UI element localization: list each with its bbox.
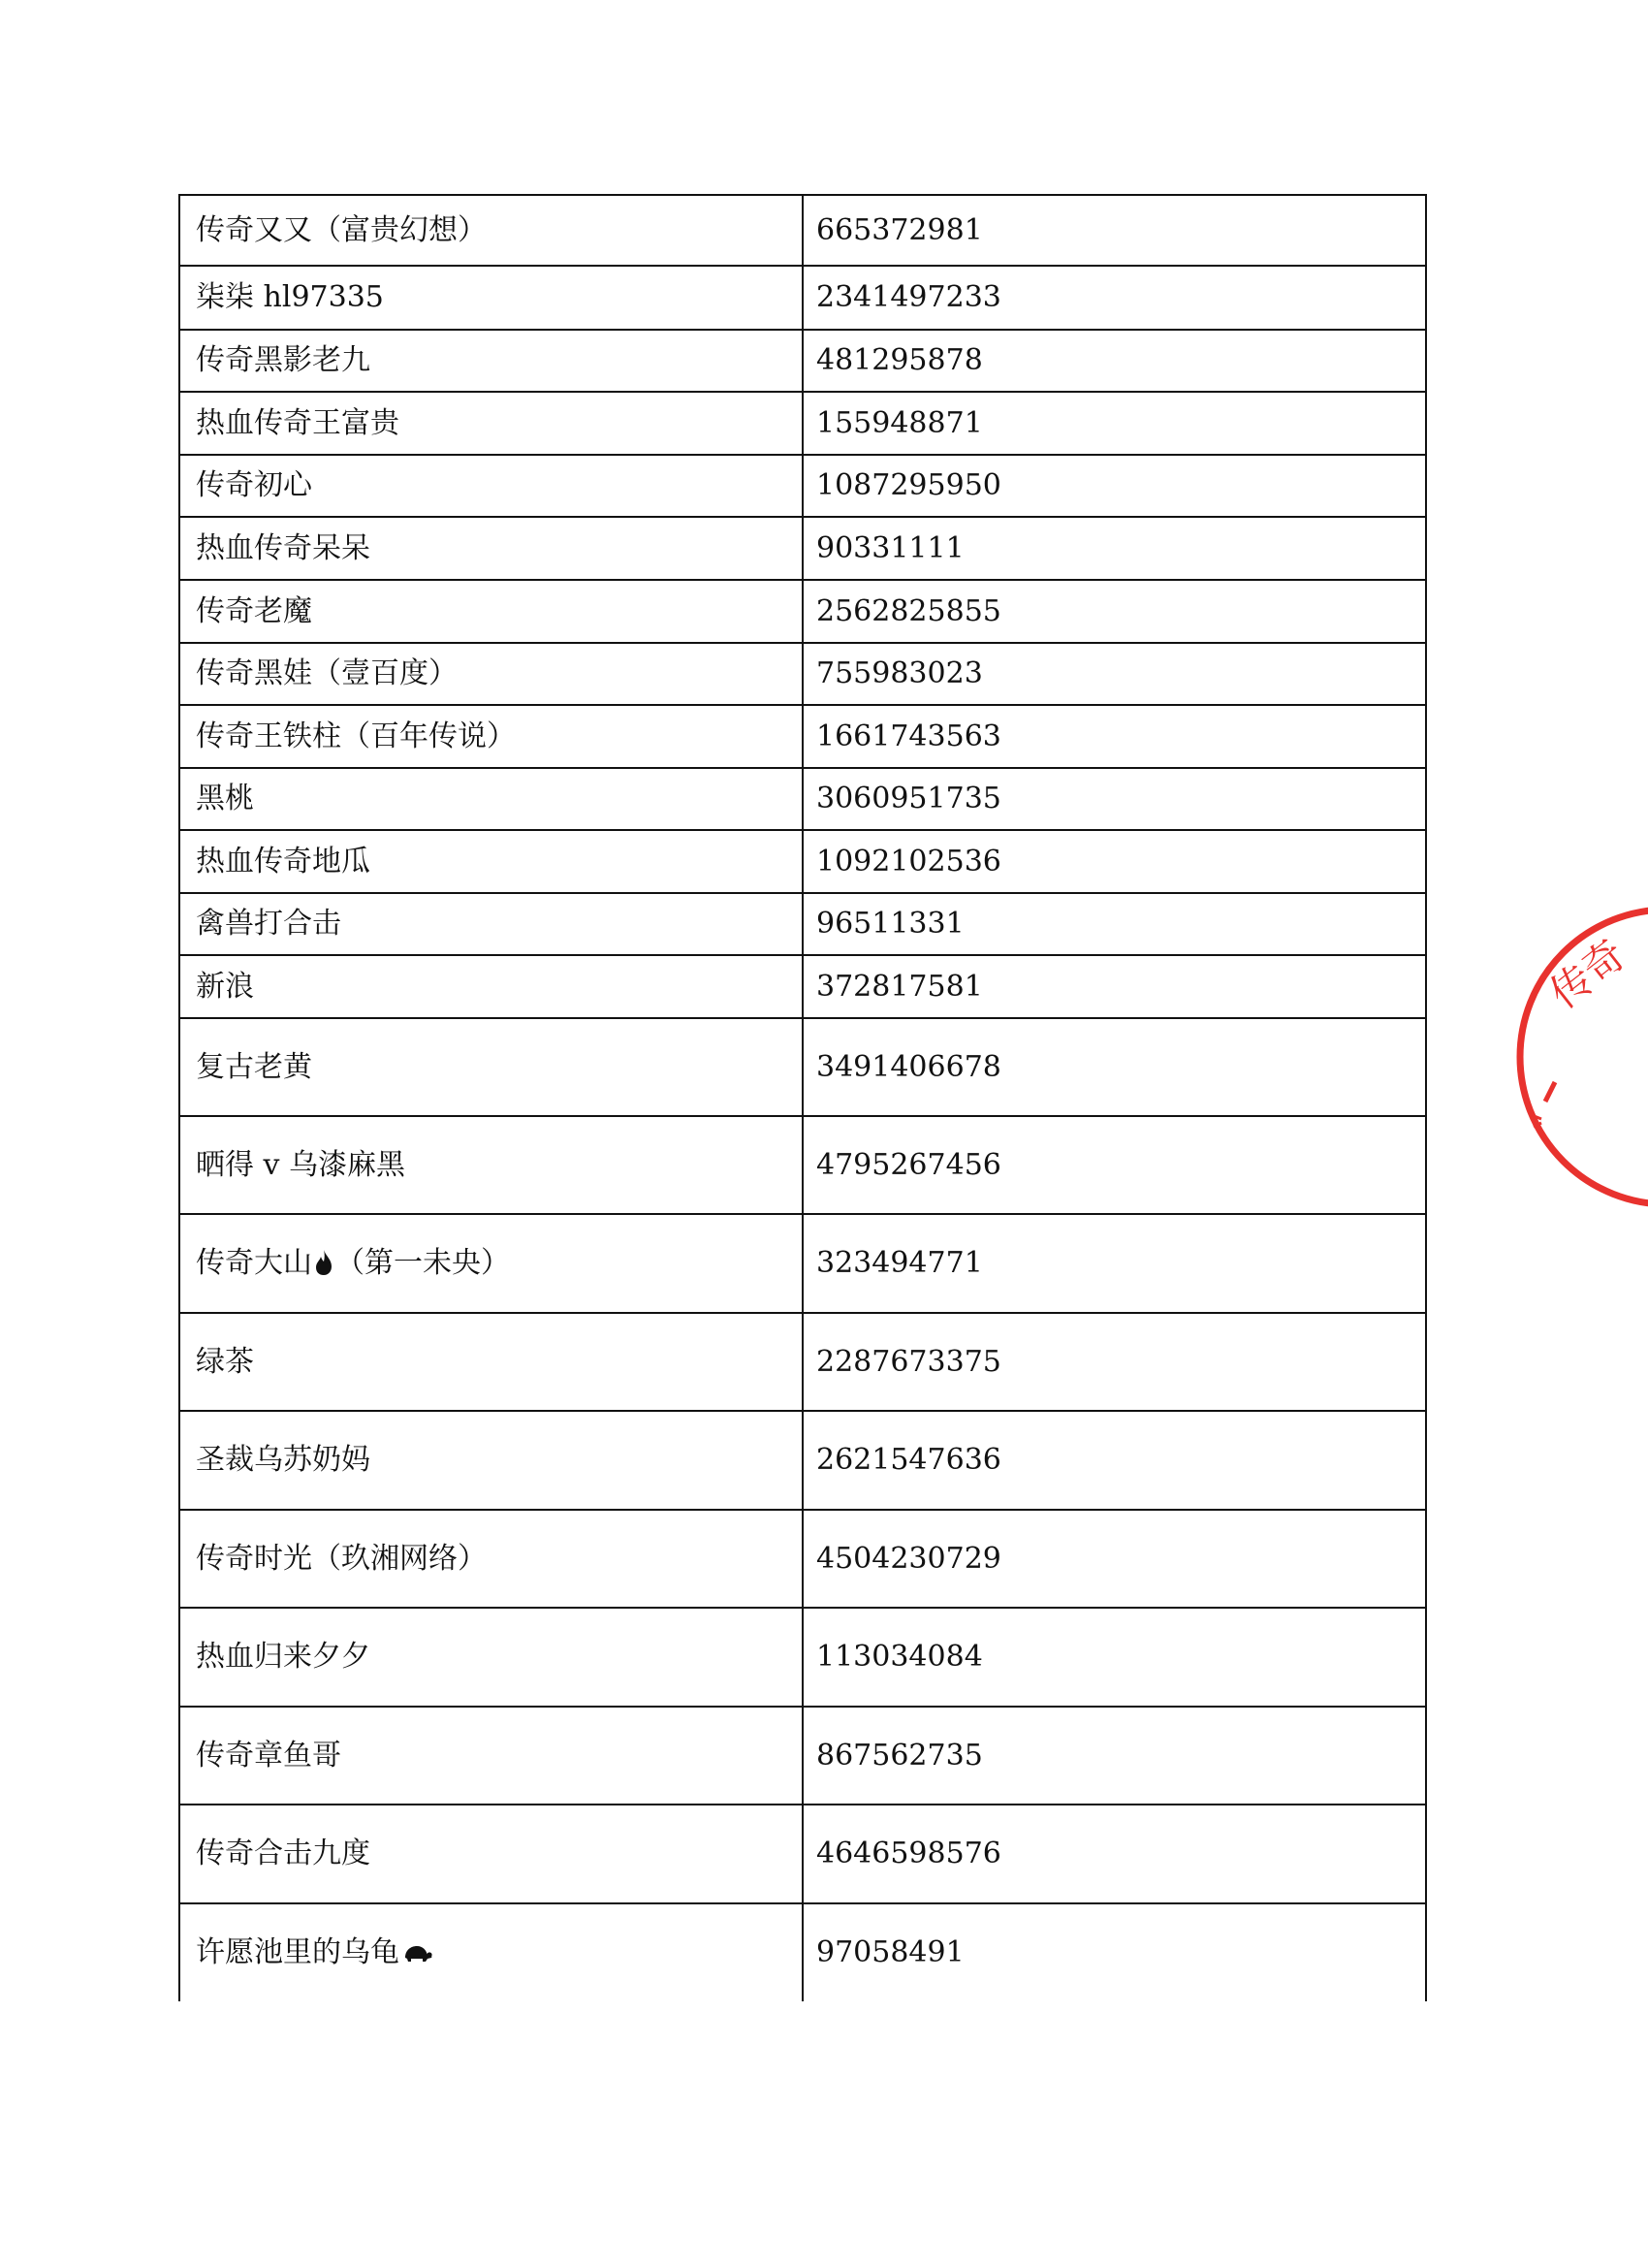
name-cell: 传奇黑影老九 — [179, 330, 803, 392]
name-cell: 热血传奇呆呆 — [179, 517, 803, 580]
number-cell: 3060951735 — [803, 768, 1426, 830]
contact-table — [178, 194, 1427, 2001]
name-cell: 晒得 v 乌漆麻黑 — [179, 1116, 803, 1214]
table-row — [179, 392, 1426, 455]
table-row — [179, 1707, 1426, 1805]
name-cell: 新浪 — [179, 955, 803, 1018]
name-cell: 传奇章鱼哥 — [179, 1707, 803, 1805]
name-cell: 复古老黄 — [179, 1018, 803, 1116]
name-cell: 热血传奇地瓜 — [179, 830, 803, 893]
table-row — [179, 1608, 1426, 1707]
name-text: 许愿池里的乌龟 — [196, 1935, 399, 1969]
name-cell: 传奇时光（玖湘网络） — [179, 1510, 803, 1608]
number-cell: 1661743563 — [803, 705, 1426, 768]
table-row — [179, 517, 1426, 580]
table-row — [179, 455, 1426, 517]
number-cell: 3491406678 — [803, 1018, 1426, 1116]
number-cell: 2287673375 — [803, 1313, 1426, 1411]
number-cell: 481295878 — [803, 330, 1426, 392]
table-row — [179, 1805, 1426, 1903]
table-row — [179, 705, 1426, 768]
number-cell: 97058491 — [803, 1903, 1426, 2001]
name-cell — [179, 1903, 803, 2001]
number-cell: 2341497233 — [803, 266, 1426, 330]
number-cell: 755983023 — [803, 643, 1426, 705]
name-cell: 传奇又又（富贵幻想） — [179, 195, 803, 266]
number-cell: 372817581 — [803, 955, 1426, 1018]
table-row — [179, 330, 1426, 392]
table-row — [179, 1116, 1426, 1214]
number-cell: 113034084 — [803, 1608, 1426, 1707]
number-cell: 1087295950 — [803, 455, 1426, 517]
number-cell: 4646598576 — [803, 1805, 1426, 1903]
number-cell: 2562825855 — [803, 580, 1426, 643]
number-cell: 2621547636 — [803, 1411, 1426, 1510]
table-row — [179, 768, 1426, 830]
number-cell: 867562735 — [803, 1707, 1426, 1805]
name-cell: 传奇老魔 — [179, 580, 803, 643]
table-row — [179, 266, 1426, 330]
number-cell: 323494771 — [803, 1214, 1426, 1313]
name-cell — [179, 1214, 803, 1313]
number-cell: 90331111 — [803, 517, 1426, 580]
number-cell: 96511331 — [803, 893, 1426, 955]
name-cell: 黑桃 — [179, 768, 803, 830]
seal-stamp — [1512, 892, 1648, 1222]
number-cell: 155948871 — [803, 392, 1426, 455]
name-cell: 禽兽打合击 — [179, 893, 803, 955]
table-row — [179, 830, 1426, 893]
name-cell: 圣裁乌苏奶妈 — [179, 1411, 803, 1510]
name-text: 传奇大山 — [196, 1246, 312, 1280]
flame-icon — [314, 1249, 333, 1276]
name-cell: 传奇合击九度 — [179, 1805, 803, 1903]
table-row — [179, 1510, 1426, 1608]
name-cell: 传奇王铁柱（百年传说） — [179, 705, 803, 768]
name-cell: 热血传奇王富贵 — [179, 392, 803, 455]
table-row — [179, 1214, 1426, 1313]
table-row — [179, 195, 1426, 266]
seal-star-fragment — [1545, 1082, 1555, 1102]
name-cell: 绿茶 — [179, 1313, 803, 1411]
table-row — [179, 1018, 1426, 1116]
table-row — [179, 643, 1426, 705]
name-text: （第一未央） — [335, 1246, 510, 1280]
name-cell: 传奇初心 — [179, 455, 803, 517]
seal-text: 传奇 — [1540, 930, 1634, 1018]
name-cell: 柒柒 hl97335 — [179, 266, 803, 330]
turtle-icon — [401, 1944, 432, 1964]
number-cell: 1092102536 — [803, 830, 1426, 893]
name-cell: 热血归来夕夕 — [179, 1608, 803, 1707]
table-row — [179, 1903, 1426, 2001]
table-row — [179, 1313, 1426, 1411]
table-row — [179, 893, 1426, 955]
number-cell: 665372981 — [803, 195, 1426, 266]
number-cell: 4795267456 — [803, 1116, 1426, 1214]
table-row — [179, 955, 1426, 1018]
table-row — [179, 580, 1426, 643]
number-cell: 4504230729 — [803, 1510, 1426, 1608]
name-cell: 传奇黑娃（壹百度） — [179, 643, 803, 705]
table-row — [179, 1411, 1426, 1510]
